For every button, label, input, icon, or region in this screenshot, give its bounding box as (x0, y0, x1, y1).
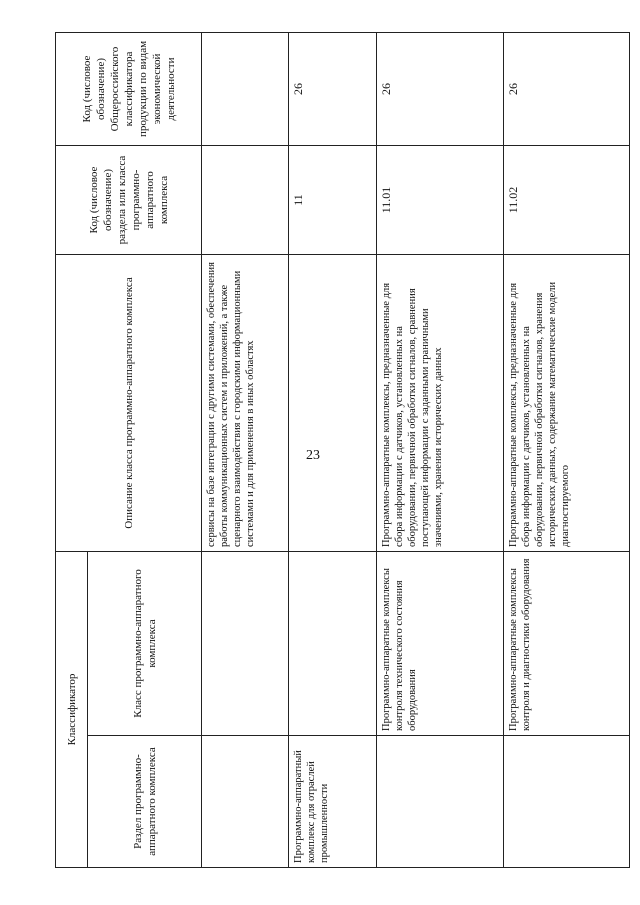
section-cell: Программно-аппаратный комплекс для отраслей промышленности (289, 736, 377, 868)
description-cell (289, 255, 377, 552)
classifier-header: Классификатор (56, 552, 88, 868)
okpd-cell: 26 (504, 33, 630, 146)
classifier-table (55, 32, 630, 868)
class-cell (289, 552, 377, 736)
okpd-header: Код (числовое обозначение) Общероссийского классификатора продукции по видам экономической деятельности (56, 33, 202, 146)
rotated-table-container (55, 33, 629, 868)
table-row (202, 33, 289, 868)
description-cell: сервисы на базе интеграции с другими системами, обеспечения работы коммуникационных систем и приложений, а также сценарного взаимодействия с городскими информационными системами и для применения в иных областях (202, 255, 289, 552)
section-cell (504, 736, 630, 868)
class-cell (202, 552, 289, 736)
code-cell: 11.01 (377, 146, 504, 255)
section-header: Раздел программно-аппаратного комплекса (88, 736, 202, 868)
description-header: Описание класса программно-аппаратного комплекса (56, 255, 202, 552)
section-cell (377, 736, 504, 868)
class-header: Класс программно-аппаратного комплекса (88, 552, 202, 736)
okpd-cell (202, 33, 289, 146)
code-header: Код (числовое обозначение) раздела или класса программно-аппаратного комплекса (56, 146, 202, 255)
table-row (377, 33, 504, 868)
page-number: 23 (306, 448, 320, 463)
code-cell (202, 146, 289, 255)
class-cell: Программно-аппаратные комплексы контроля и диагностики оборудования (504, 552, 630, 736)
description-cell: Программно-аппаратные комплексы, предназначенные для сбора информации с датчиков, установленных на оборудовании, первичной обработки сигналов, хранения исторических данных, содержание математические модели диагностируемого (504, 255, 630, 552)
table-row (289, 33, 377, 868)
okpd-cell: 26 (289, 33, 377, 146)
description-cell: Программно-аппаратные комплексы, предназначенные для сбора информации с датчиков, установленных на оборудовании, первичной обработки сигналов, сравнения поступающей информации с заданными граничными значениями, хранения исторических данных (377, 255, 504, 552)
code-cell: 11.02 (504, 146, 630, 255)
table-row (504, 33, 630, 868)
code-cell: 11 (289, 146, 377, 255)
class-cell: Программно-аппаратные комплексы контроля технического состояния оборудования (377, 552, 504, 736)
section-cell (202, 736, 289, 868)
okpd-cell: 26 (377, 33, 504, 146)
